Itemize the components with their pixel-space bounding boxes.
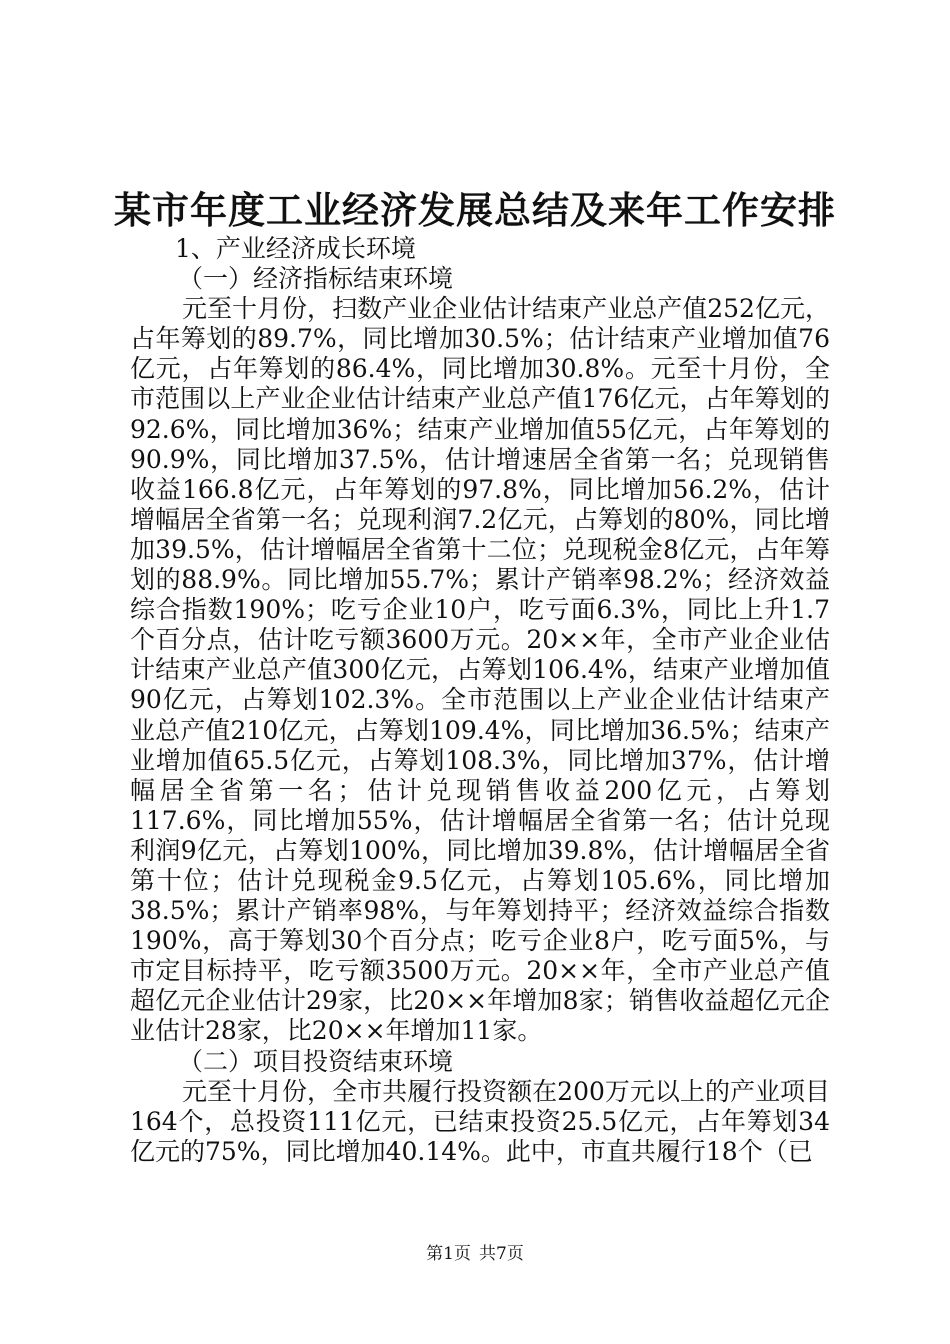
section-heading: 1、产业经济成长环境 xyxy=(175,234,416,263)
document-body xyxy=(130,234,830,1167)
page-total: 共7页 xyxy=(479,1244,524,1264)
subsection-heading: （二）项目投资结束环境 xyxy=(178,1046,454,1076)
page-number: 第1页 xyxy=(426,1244,471,1264)
body-paragraph: 元至十月份，扫数产业企业估计结束产业总产值252亿元，占年筹划的89.7%，同比增加30.5%；估计结束产业增加值76亿元，占年筹划的86.4%，同比增加30.8%。元至十月份，全市范围以上产业企业估计结束产业总产值176亿元，占年筹划的92.6%，同比增加36%；结束产业增加值55亿元，占年筹划的90.9%，同比增加37.5%，估计增速居全省第一名；兑现销售收益166.8亿元，占年筹划的97.8%，同比增加56.2%，估计增幅居全省第一名；兑现利润7.2亿元，占筹划的80%，同比增加39.5%，估计增幅居全省第十二位；兑现税金8亿元，占年筹划的88.9%。同比增加55.7%；累计产销率98.2%；经济效益综合指数190%；吃亏企业10户，吃亏面6.3%，同比上升1.7个百分点，估计吃亏额3600万元。20××年，全市产业企业估计结束产业总产值300亿元，占筹划106.4%，结束产业增加值90亿元，占筹划102.3%。全市范围以上产业企业估计结束产业总产值210亿元，占筹划109.4%，同比增加36.5%；结束产业增加值65.5亿元，占筹划108.3%，同比增加37%，估计增幅居全省第一名；估计兑现销售收益200亿元，占筹划117.6%，同比增加55%，估计增幅居全省第一名；估计兑现利润9亿元，占筹划100%，同比增加39.8%，估计增幅居全省第十位；估计兑现税金9.5亿元，占筹划105.6%，同比增加38.5%；累计产销率98%，与年筹划持平；经济效益综合指数190%，高于筹划30个百分点；吃亏企业8户，吃亏面5%，与市定目标持平，吃亏额3500万元。20××年，全市产业总产值超亿元企业估计29家，比20××年增加8家；销售收益超亿元企业估计28家，比20××年增加11家。 xyxy=(130,294,830,1046)
body-paragraph: 元至十月份，全市共履行投资额在200万元以上的产业项目164个，总投资111亿元，已结束投资25.5亿元，占年筹划34亿元的75%，同比增加40.14%。此中，市直共履行18个（已 xyxy=(130,1076,830,1166)
document-title: 某市年度工业经济发展总结及来年工作安排 xyxy=(114,188,836,232)
page-footer xyxy=(0,1242,950,1266)
subsection-heading: （一）经济指标结束环境 xyxy=(178,264,454,294)
